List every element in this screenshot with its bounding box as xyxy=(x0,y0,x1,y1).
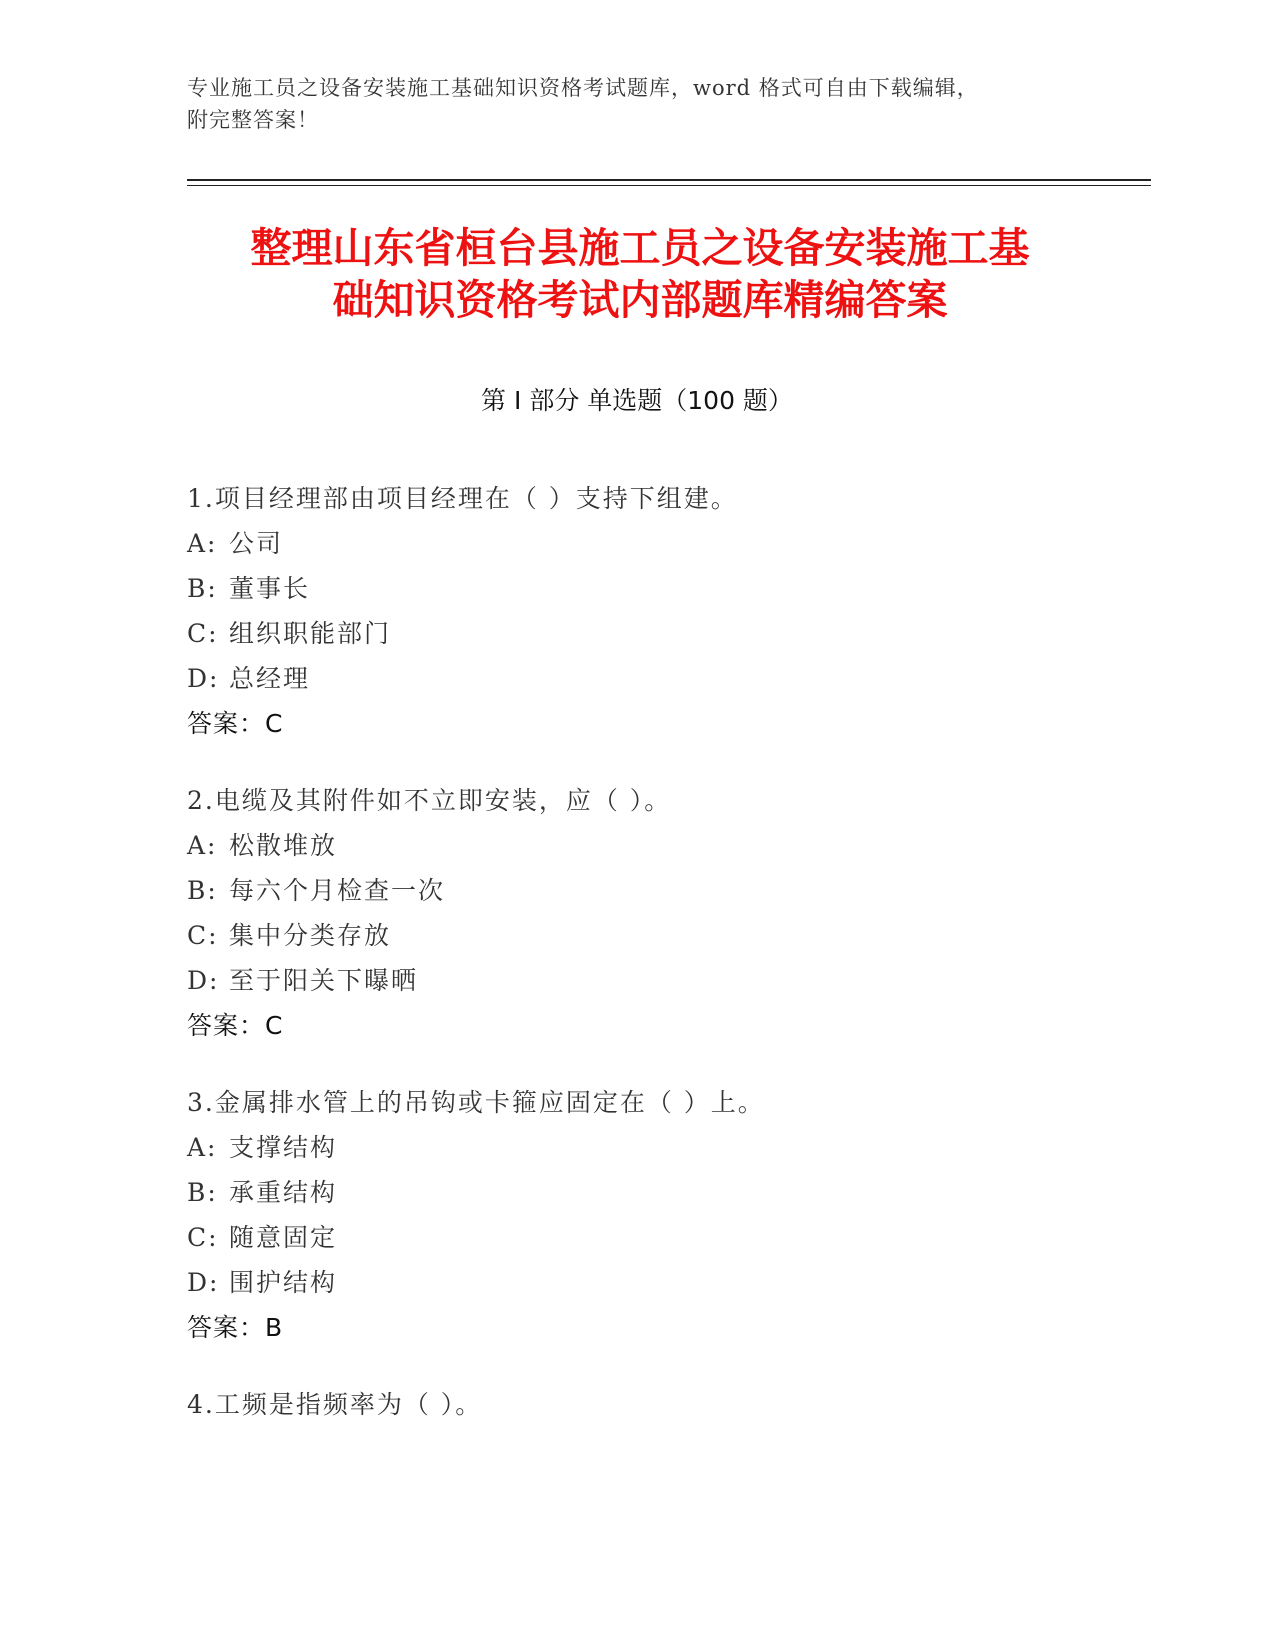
option-a xyxy=(187,521,1147,566)
option-key: C: xyxy=(187,619,219,648)
question-1 xyxy=(187,476,1147,746)
question-list xyxy=(187,476,1147,1459)
document-title xyxy=(150,222,1130,326)
header-divider-thick xyxy=(187,179,1151,181)
option-key: B: xyxy=(187,1178,218,1207)
option-text: 至于阳关下曝晒 xyxy=(229,966,419,995)
option-text: 围护结构 xyxy=(229,1268,338,1297)
question-text: 3.金属排水管上的吊钩或卡箍应固定在（ ）上。 xyxy=(187,1088,765,1117)
option-text: 支撑结构 xyxy=(229,1133,338,1162)
option-key: A: xyxy=(187,831,218,860)
header-divider-thin xyxy=(187,185,1151,186)
document-title-line2: 础知识资格考试内部题库精编答案 xyxy=(332,276,948,324)
option-key: A: xyxy=(187,529,218,558)
question-text: 1.项目经理部由项目经理在（ ）支持下组建。 xyxy=(187,484,738,513)
option-key: D: xyxy=(187,664,220,693)
option-key: D: xyxy=(187,1268,220,1297)
option-text: 随意固定 xyxy=(229,1223,338,1252)
option-d xyxy=(187,1260,1147,1305)
question-4 xyxy=(187,1382,1147,1427)
option-text: 总经理 xyxy=(229,664,311,693)
option-key: B: xyxy=(187,574,218,603)
option-key: B: xyxy=(187,876,218,905)
document-title-line1: 整理山东省桓台县施工员之设备安装施工基 xyxy=(250,224,1030,272)
option-key: D: xyxy=(187,966,220,995)
option-c xyxy=(187,913,1147,958)
option-a xyxy=(187,1125,1147,1170)
header-note xyxy=(187,72,1087,136)
section-heading: 第 I 部分 单选题（100 题） xyxy=(481,386,793,415)
option-d xyxy=(187,656,1147,701)
option-b xyxy=(187,868,1147,913)
question-2 xyxy=(187,778,1147,1048)
question-text: 4.工频是指频率为（ ）。 xyxy=(187,1390,483,1419)
answer: 答案：B xyxy=(187,1313,284,1342)
option-text: 承重结构 xyxy=(229,1178,338,1207)
answer: 答案：C xyxy=(187,1011,284,1040)
option-text: 董事长 xyxy=(229,574,311,603)
option-key: A: xyxy=(187,1133,218,1162)
answer: 答案：C xyxy=(187,709,284,738)
option-b xyxy=(187,1170,1147,1215)
option-key: C: xyxy=(187,1223,219,1252)
question-text: 2.电缆及其附件如不立即安装，应（ ）。 xyxy=(187,786,672,815)
option-text: 组织职能部门 xyxy=(229,619,392,648)
option-text: 公司 xyxy=(229,529,284,558)
header-note-line1: 专业施工员之设备安装施工基础知识资格考试题库，word 格式可自由下载编辑， xyxy=(187,76,979,100)
question-3 xyxy=(187,1080,1147,1350)
option-d xyxy=(187,958,1147,1003)
option-text: 松散堆放 xyxy=(229,831,338,860)
option-b xyxy=(187,566,1147,611)
option-c xyxy=(187,1215,1147,1260)
option-a xyxy=(187,823,1147,868)
header-note-line2: 附完整答案！ xyxy=(187,108,319,132)
option-text: 每六个月检查一次 xyxy=(229,876,446,905)
option-key: C: xyxy=(187,921,219,950)
option-text: 集中分类存放 xyxy=(229,921,392,950)
option-c xyxy=(187,611,1147,656)
